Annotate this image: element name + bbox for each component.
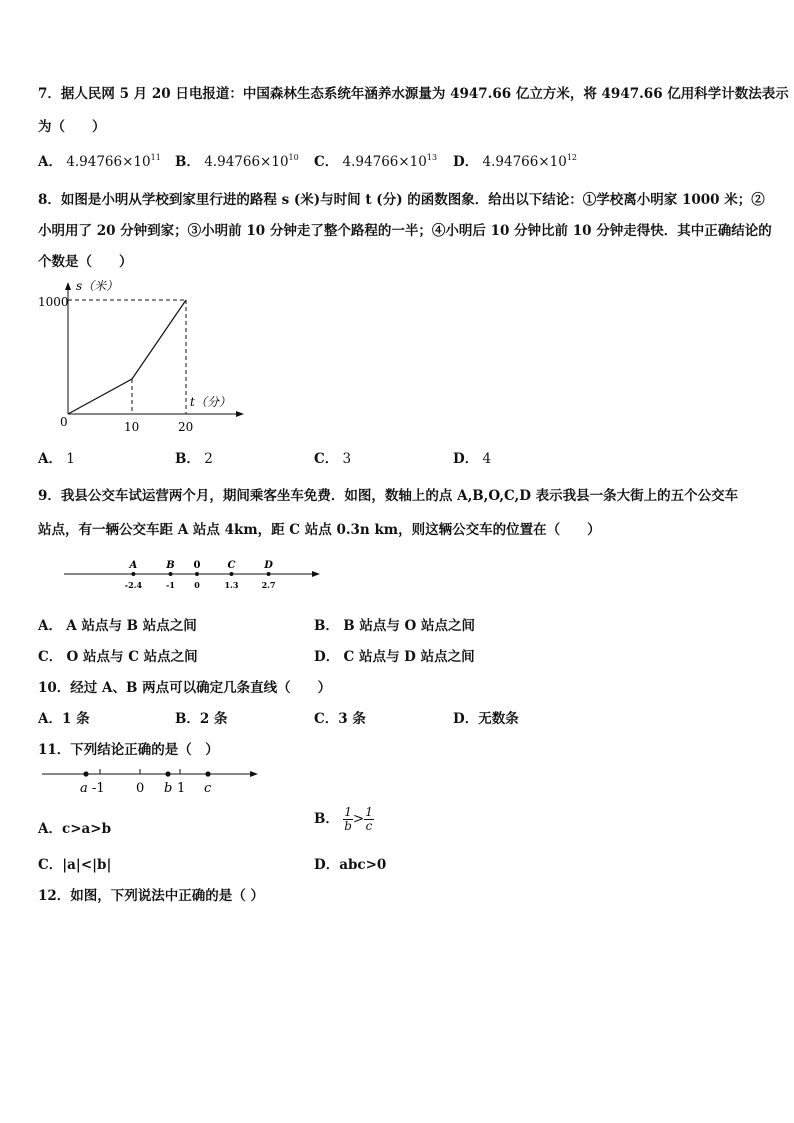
station-point-C — [229, 572, 233, 576]
station-value-A: -2.4 — [124, 580, 143, 590]
point-a — [83, 771, 88, 776]
number-line-arrow — [312, 571, 320, 577]
q8-stem-line1: 8．如图是小明从学校到家里行进的路程 s (米)与时间 t (分) 的函数图象．给出以下结论：①学校离小明家 1000 米；② — [38, 192, 765, 208]
q11-stem: 11．下列结论正确的是（ ） — [38, 742, 219, 758]
q7-option-c — [314, 150, 437, 170]
q10-option-a — [38, 707, 90, 727]
option-label: D． — [453, 711, 479, 727]
option-text: abc>0 — [339, 857, 387, 873]
option-text: A 站点与 B 站点之间 — [66, 618, 197, 634]
q10-option-b — [175, 707, 228, 727]
q8-stem-line3: 个数是（ ） — [38, 254, 133, 270]
y-axis-label: s（米） — [76, 279, 119, 293]
q10-option-d — [453, 707, 519, 727]
point-c — [205, 771, 210, 776]
label-b: b — [164, 781, 173, 796]
q9-stem-line1: 9．我县公交车试运营两个月，期间乘客坐车免费．如图，数轴上的点 A,B,O,C,D 表示我县一条大街上的五个公交车 — [38, 488, 739, 504]
station-name-A: A — [129, 560, 138, 571]
q8-option-c — [314, 447, 351, 467]
y-axis-arrow — [65, 282, 71, 290]
q10-stem: 10．经过 A、B 两点可以确定几条直线（ ） — [38, 680, 332, 696]
y-tick-1000: 1000 — [38, 295, 69, 309]
label-a: a — [80, 781, 88, 796]
option-label: D． — [453, 451, 479, 467]
q11-number-line — [40, 762, 262, 796]
option-text: |a|<|b| — [62, 857, 112, 873]
option-text: 1 条 — [61, 711, 90, 727]
option-exponent: 13 — [426, 153, 438, 162]
label-neg1: -1 — [92, 781, 105, 796]
station-point-D — [267, 572, 271, 576]
q9-option-d — [314, 645, 475, 665]
option-text: 2 条 — [199, 711, 228, 727]
q8-option-d — [453, 447, 491, 467]
q11-option-c — [38, 853, 111, 873]
option-text: C 站点与 D 站点之间 — [343, 649, 475, 665]
fraction-1-over-b: $\frac{1}{b}$ — [344, 805, 352, 833]
option-label: D． — [314, 857, 340, 873]
q7-stem-line2: 为（ ） — [38, 119, 106, 135]
distance-time-line — [68, 300, 186, 414]
option-label: C． — [314, 711, 339, 727]
q11-option-a — [38, 817, 111, 837]
q9-option-b — [314, 614, 475, 634]
option-text: B 站点与 O 站点之间 — [343, 618, 475, 634]
station-point-0 — [195, 572, 199, 576]
option-text: O 站点与 C 站点之间 — [66, 649, 198, 665]
q7-option-a — [38, 150, 161, 170]
option-base: 4.94766×10 — [204, 154, 289, 170]
option-exponent: 12 — [566, 153, 578, 162]
option-label: A． — [38, 154, 62, 170]
option-label: B． — [175, 154, 200, 170]
q11-option-b — [314, 806, 374, 833]
option-label: D． — [314, 649, 340, 665]
number-line-arrow — [250, 771, 258, 777]
origin-label: 0 — [60, 415, 68, 429]
option-label: A． — [38, 821, 62, 837]
station-point-B — [169, 572, 173, 576]
option-label: B． — [175, 711, 200, 727]
fraction-1-over-c: $\frac{1}{c}$ — [365, 805, 373, 833]
x-axis-arrow — [236, 411, 244, 417]
q11-option-d — [314, 853, 386, 873]
option-text: 3 — [342, 451, 352, 467]
option-label: A． — [38, 451, 62, 467]
q9-number-line — [62, 556, 324, 596]
option-label: A． — [38, 711, 62, 727]
q7-stem-line1: 7．据人民网 5 月 20 日电报道：中国森林生态系统年涵养水源量为 4947.66 亿立方米，将 4947.66 亿用科学计数法表示 — [38, 86, 789, 102]
option-text: 2 — [204, 451, 213, 467]
option-text: 3 条 — [338, 711, 366, 727]
greater-than-sign: > — [352, 811, 365, 827]
point-b — [165, 771, 170, 776]
q10-option-c — [314, 707, 366, 727]
q9-option-a — [38, 614, 197, 634]
q9-stem-line2: 站点，有一辆公交车距 A 站点 4km，距 C 站点 0.3n km，则这辆公交车的位置在（ ） — [38, 522, 601, 538]
label-0: 0 — [136, 781, 145, 796]
station-name-D: D — [264, 560, 273, 571]
q9-option-c — [38, 645, 198, 665]
option-label: D． — [453, 154, 479, 170]
station-name-B: B — [166, 560, 175, 571]
option-base: 4.94766×10 — [482, 154, 567, 170]
q8-option-a — [38, 447, 75, 467]
option-text: c>a>b — [61, 821, 112, 837]
option-label: A． — [38, 618, 62, 634]
option-label: B． — [314, 618, 339, 634]
option-exponent: 10 — [288, 153, 299, 162]
q8-stem-line2: 小明用了 20 分钟到家；③小明前 10 分钟走了整个路程的一半；④小明后 10 分钟比前 10 分钟走得快．其中正确结论的 — [38, 223, 772, 239]
q12-stem: 12．如图，下列说法中正确的是（ ） — [38, 888, 264, 904]
option-label: C． — [314, 154, 339, 170]
x-tick-10: 10 — [124, 420, 140, 434]
x-axis-label: t（分） — [190, 395, 231, 409]
option-text: 1 — [66, 451, 75, 467]
label-c: c — [204, 781, 212, 796]
option-label: B． — [175, 451, 200, 467]
option-exponent: 11 — [150, 153, 161, 162]
option-label: C． — [314, 451, 339, 467]
label-1: 1 — [177, 781, 186, 796]
option-base: 4.94766×10 — [66, 154, 151, 170]
station-value-0: 0 — [194, 580, 200, 590]
option-label: C． — [38, 857, 63, 873]
q8-option-b — [175, 447, 213, 467]
option-label: C． — [38, 649, 63, 665]
q7-option-b — [175, 150, 299, 170]
station-value-B: -1 — [166, 580, 175, 590]
station-point-A — [131, 572, 135, 576]
option-text: 无数条 — [478, 711, 519, 727]
q7-option-d — [453, 150, 577, 170]
station-name-C: C — [227, 560, 236, 571]
station-value-D: 2.7 — [261, 580, 276, 590]
station-value-C: 1.3 — [224, 580, 239, 590]
q8-distance-time-graph — [38, 276, 248, 436]
station-name-0: 0 — [193, 560, 201, 571]
option-base: 4.94766×10 — [342, 154, 427, 170]
x-tick-20: 20 — [178, 420, 194, 434]
option-text: 4 — [482, 451, 492, 467]
option-label: B． — [314, 811, 339, 827]
